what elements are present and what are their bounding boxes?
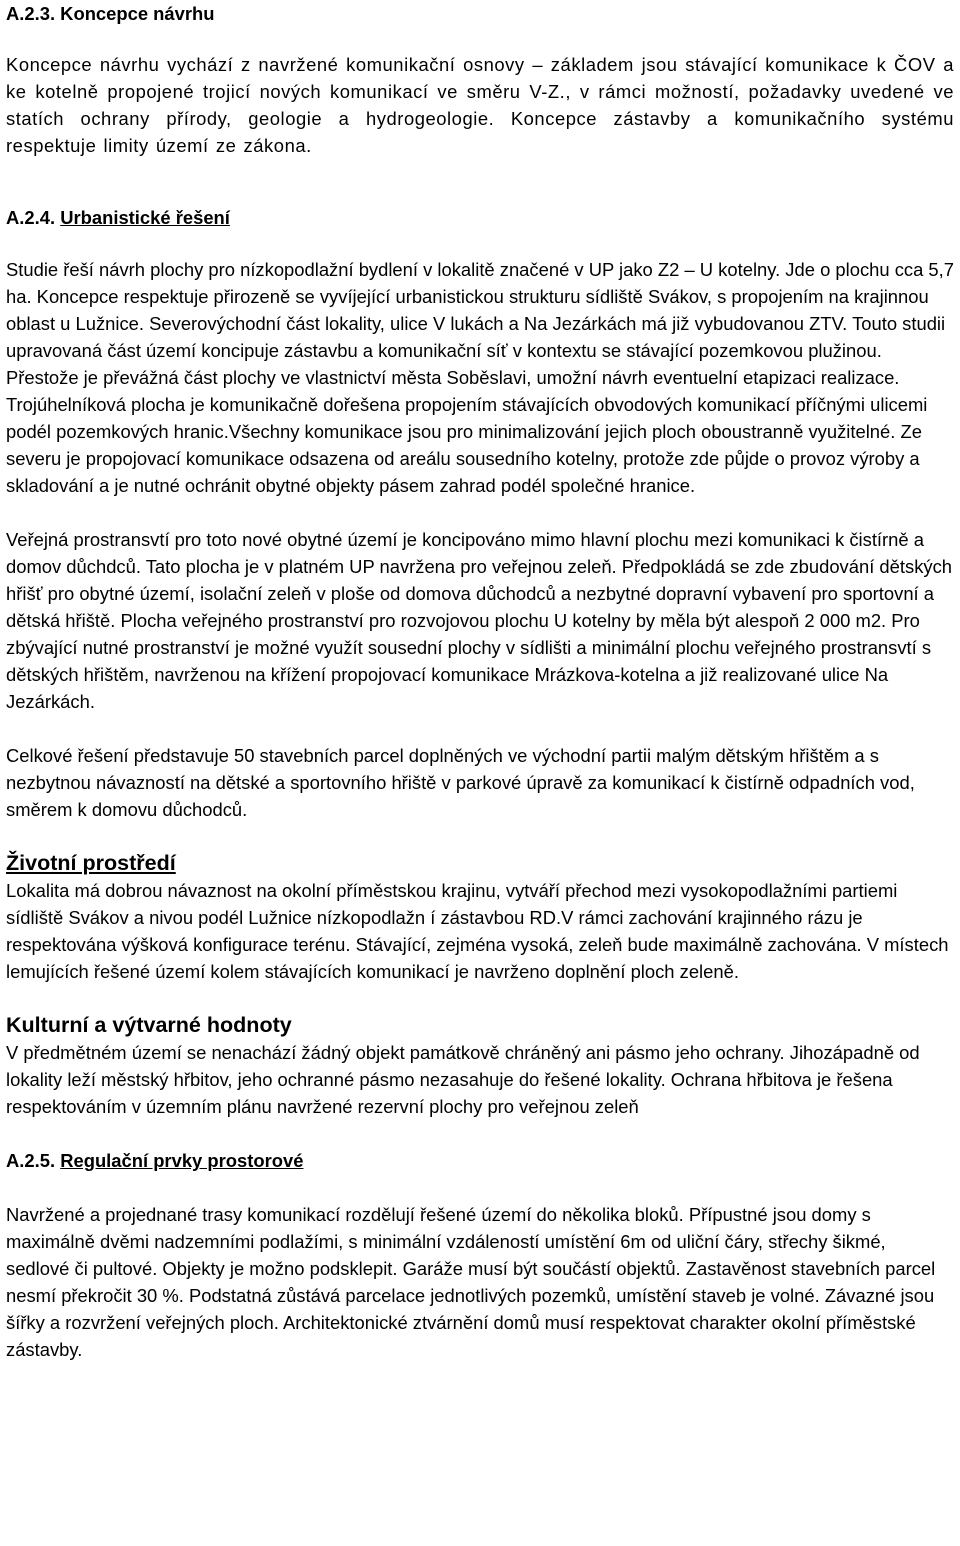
paragraph-kulturni-hodnoty: V předmětném území se nenachází žádný objekt památkově chráněný ani pásmo jeho ochrany. Jihozápadně od lokality leží městský hřbitov, jeho ochranné pásmo nezasahuje do řešené lokality. Ochrana hřbitova je řešena respektováním v územním plánu navržené rezervní plochy pro veřejnou zeleň	[6, 1042, 920, 1117]
section-title: Urbanistické řešení	[60, 207, 230, 228]
section-heading-urbanisticke-reseni	[6, 204, 954, 231]
paragraph-regulacni-prvky: Navržené a projednané trasy komunikací rozdělují řešené území do několika bloků. Přípustné jsou domy s maximálně dvěmi nadzemními podlažími, s minimální vzdáleností umístění 6m od uliční čáry, střechy šikmé, sedlové či pultové. Objekty je možno podsklepit. Garáže musí být součástí objektů. Zastavěnost stavebních parcel nesmí překročit 30 %. Podstatná zůstává parcelace jednotlivých pozemků, umístění staveb je volné. Závazné jsou šířky a rozvržení veřejných ploch. Architektonické ztvárnění domů musí respektovat charakter okolní příměstské zástavby.	[6, 1204, 936, 1360]
paragraph-urbanisticke-reseni-2: Veřejná prostransvtí pro toto nové obytné území je koncipováno mimo hlavní plochu mezi komunikaci k čistírně a domov důchdců. Tato plocha je v platném UP navržena pro veřejnou zeleň. Předpokládá se zde zbudování dětských hřišť pro obytné území, isolační zeleň v ploše od domova důchodců a nezbytné dopravní vybavení pro sportovní a dětská hřiště. Plocha veřejného prostranství pro rozvojovou plochu U kotelny by měla být alespoň 2 000 m2. Pro zbývající nutné prostranství je možné využít sousední plochy v sídlišti a minimální plochu veřejného prostransvtí s dětských hřištěm, navrženou na křížení propojovací komunikace Mrázkova-kotelna a již realizované ulice Na Jezárkách.	[6, 529, 953, 712]
paragraph-urbanisticke-reseni-1: Studie řeší návrh plochy pro nízkopodlažní bydlení v lokalitě značené v UP jako Z2 – U kotelny. Jde o plochu cca 5,7 ha. Koncepce respektuje přirozeně se vyvíjející urbanistickou strukturu sídliště Svákov, s propojením na krajinnou oblast u Lužnice. Severovýchodní část lokality, ulice V lukách a Na Jezárkách má již vybudovanou ZTV. Touto studii upravovaná část území koncipuje zástavbu a komunikační síť v kontextu se stávající pozemkovou plužinou. Přestože je převážná část plochy ve vlastnictví města Soběslavi, umožní návrh eventuelní etapizaci realizace. Trojúhelníková plocha je komunikačně dořešena propojením stávajících obvodových komunikací příčnými ulicemi podél pozemkových hranic.Všechny komunikace jsou pro minimalizování jejich ploch oboustranně využitelné. Ze severu je propojovací komunikace odsazena od areálu sousedního kotelny, protože zde půjde o provoz výroby a skladování a je nutné ochránit obytné objekty pásem zahrad podél společné hranice.	[6, 259, 954, 496]
section-heading-koncepce-navrhu: A.2.3. Koncepce návrhu	[6, 3, 215, 24]
heading-zivotni-prostredi: Životní prostředí	[6, 851, 176, 875]
section-number: A.2.5.	[6, 1150, 56, 1171]
document-page	[6, 0, 954, 1363]
section-heading-regulacni-prvky	[6, 1147, 954, 1174]
heading-kulturni-hodnoty: Kulturní a výtvarné hodnoty	[6, 1013, 292, 1037]
section-number: A.2.4.	[6, 207, 56, 228]
paragraph-koncepce-navrhu: Koncepce návrhu vychází z navržené komunikační osnovy – základem jsou stávající komunikace k ČOV a ke kotelně propojené trojicí nových komunikací ve směru V-Z., v rámci možností, požadavky uvedené ve statích ochrany přírody, geologie a hydrogeologie. Koncepce zástavby a komunikačního systému respektuje limity území ze zákona.	[6, 54, 954, 156]
section-title: Regulační prvky prostorové	[60, 1150, 304, 1171]
paragraph-zivotni-prostredi: Lokalita má dobrou návaznost na okolní příměstskou krajinu, vytváří přechod mezi vysokopodlažními partiemi sídliště Svákov a nivou podél Lužnice nízkopodlažn í zástavbou RD.V rámci zachování krajinného rázu je respektována výšková konfigurace terénu. Stávající, zejména vysoká, zeleň bude maximálně zachována. V místech lemujících řešené území kolem stávajících komunikací je navrženo doplnění ploch zeleně.	[6, 880, 949, 982]
paragraph-urbanisticke-reseni-3: Celkové řešení představuje 50 stavebních parcel doplněných ve východní partii malým dětským hřištěm a s nezbytnou návazností na dětské a sportovního hřiště v parkové úpravě za komunikací k čistírně odpadních vod, směrem k domovu důchodců.	[6, 745, 915, 820]
